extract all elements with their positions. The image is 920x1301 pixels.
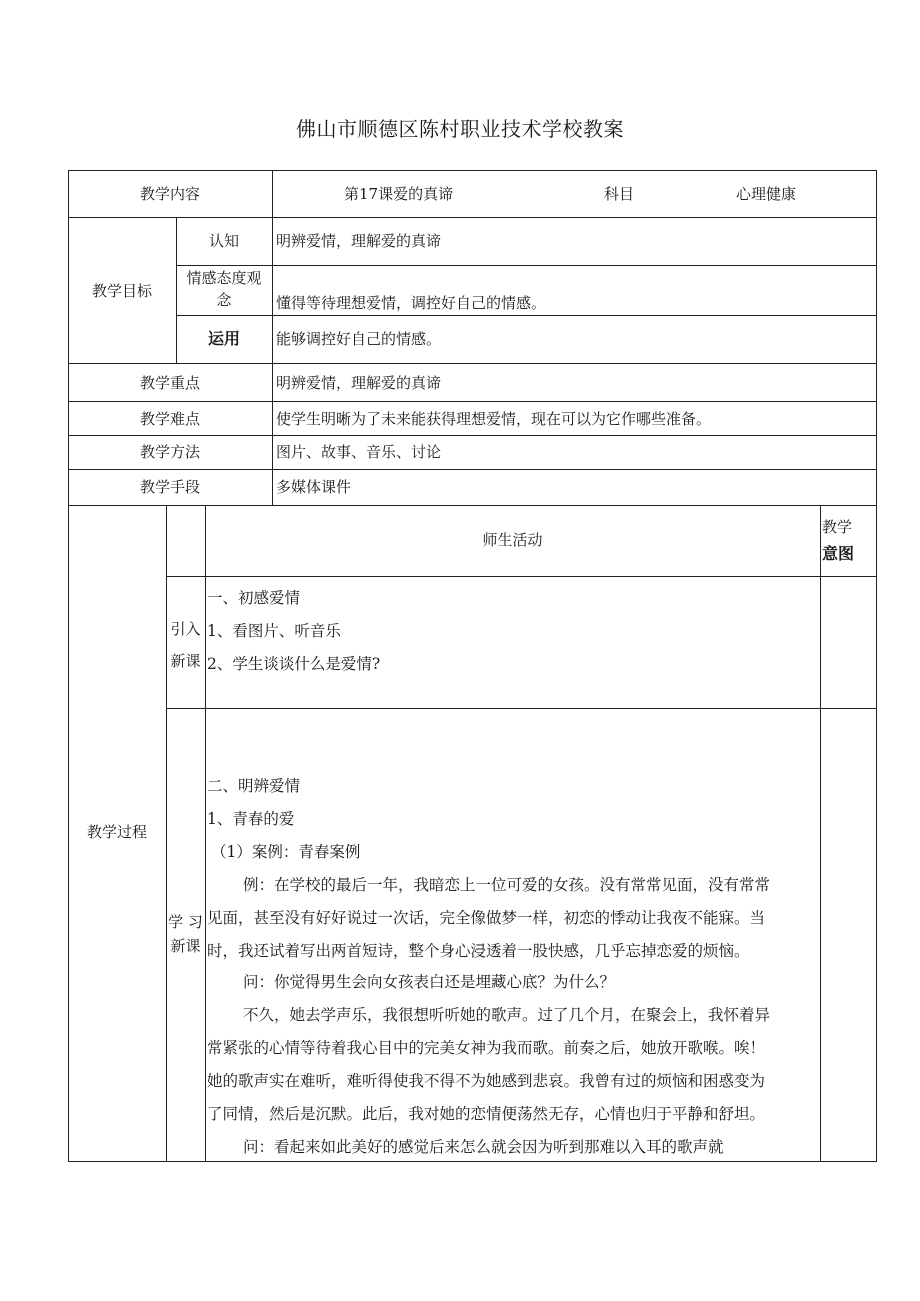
content-label: 教学内容 (139, 185, 200, 203)
document-title: 佛山市顺德区陈村职业技术学校教案 (296, 117, 624, 141)
study-line: 1、青春的爱 (207, 810, 295, 828)
study-label-line2: 新课 (170, 937, 201, 955)
study-line: 常紧张的心情等待着我心目中的完美女神为我而歌。前奏之后，她放开歌喉。唉！ (207, 1039, 766, 1057)
objective-emotion-value: 懂得等待理想爱情，调控好自己的情感。 (276, 294, 547, 312)
intro-label-line2: 新课 (170, 652, 201, 670)
methods-label: 教学方法 (139, 443, 200, 461)
study-line: 不久，她去学声乐，我很想听听她的歌声。过了几个月，在聚会上，我怀着异 (243, 1006, 771, 1024)
objective-application-label: 运用 (207, 329, 240, 348)
intro-label-line1: 引入 (170, 620, 201, 638)
objective-cognition-label: 认知 (208, 232, 239, 250)
intro-line: 2、学生谈谈什么是爱情? (207, 655, 381, 673)
methods-value: 图片、故事、音乐、讨论 (276, 443, 442, 461)
difficulties-label: 教学难点 (139, 410, 200, 428)
subject-label: 科目 (604, 185, 635, 203)
objective-emotion-label-line1: 情感态度观 (186, 269, 262, 287)
study-line: 问：你觉得男生会向女孩表白还是埋藏心底？为什么？ (243, 973, 616, 991)
study-line: （1）案例：青春案例 (211, 843, 361, 861)
subject-value: 心理健康 (736, 185, 797, 203)
means-label: 教学手段 (139, 478, 200, 496)
study-line: 见面，甚至没有好好说过一次话，完全像做梦一样，初恋的悸动让我夜不能寐。当 (207, 909, 766, 927)
study-label-line1: 学 习 (168, 913, 203, 931)
study-line: 例：在学校的最后一年，我暗恋上一位可爱的女孩。没有常常见面，没有常常 (243, 876, 771, 894)
objectives-label: 教学目标 (91, 282, 152, 300)
process-label: 教学过程 (86, 823, 147, 841)
lesson-title: 第17课爱的真谛 (344, 185, 454, 203)
intent-header-line2: 意图 (822, 544, 855, 563)
study-line: 二、明辨爱情 (207, 777, 301, 795)
intro-line: 1、看图片、听音乐 (207, 622, 341, 640)
study-line: 问：看起来如此美好的感觉后来怎么就会因为听到那难以入耳的歌声就 (243, 1138, 724, 1156)
study-line: 了同情，然后是沉默。此后，我对她的恋情便荡然无存，心情也归于平静和舒坦。 (207, 1105, 766, 1123)
intent-header-line1: 教学 (822, 518, 853, 536)
study-line: 时，我还试着写出两首短诗，整个身心浸透着一股快感，几乎忘掉恋爱的烦恼。 (207, 942, 750, 960)
intro-line: 一、初感爱情 (207, 589, 301, 607)
means-value: 多媒体课件 (276, 478, 352, 496)
difficulties-value: 使学生明晰为了未来能获得理想爱情，现在可以为它作哪些准备。 (276, 410, 712, 428)
objective-application-value: 能够调控好自己的情感。 (276, 330, 442, 348)
study-line: 她的歌声实在难听，难听得使我不得不为她感到悲哀。我曾有过的烦恼和困惑变为 (207, 1072, 766, 1090)
objective-emotion-label-line2: 念 (216, 291, 232, 309)
objective-cognition-value: 明辨爱情，理解爱的真谛 (276, 232, 442, 250)
activity-header: 师生活动 (482, 531, 543, 549)
key-points-label: 教学重点 (139, 374, 200, 392)
key-points-value: 明辨爱情，理解爱的真谛 (276, 374, 442, 392)
